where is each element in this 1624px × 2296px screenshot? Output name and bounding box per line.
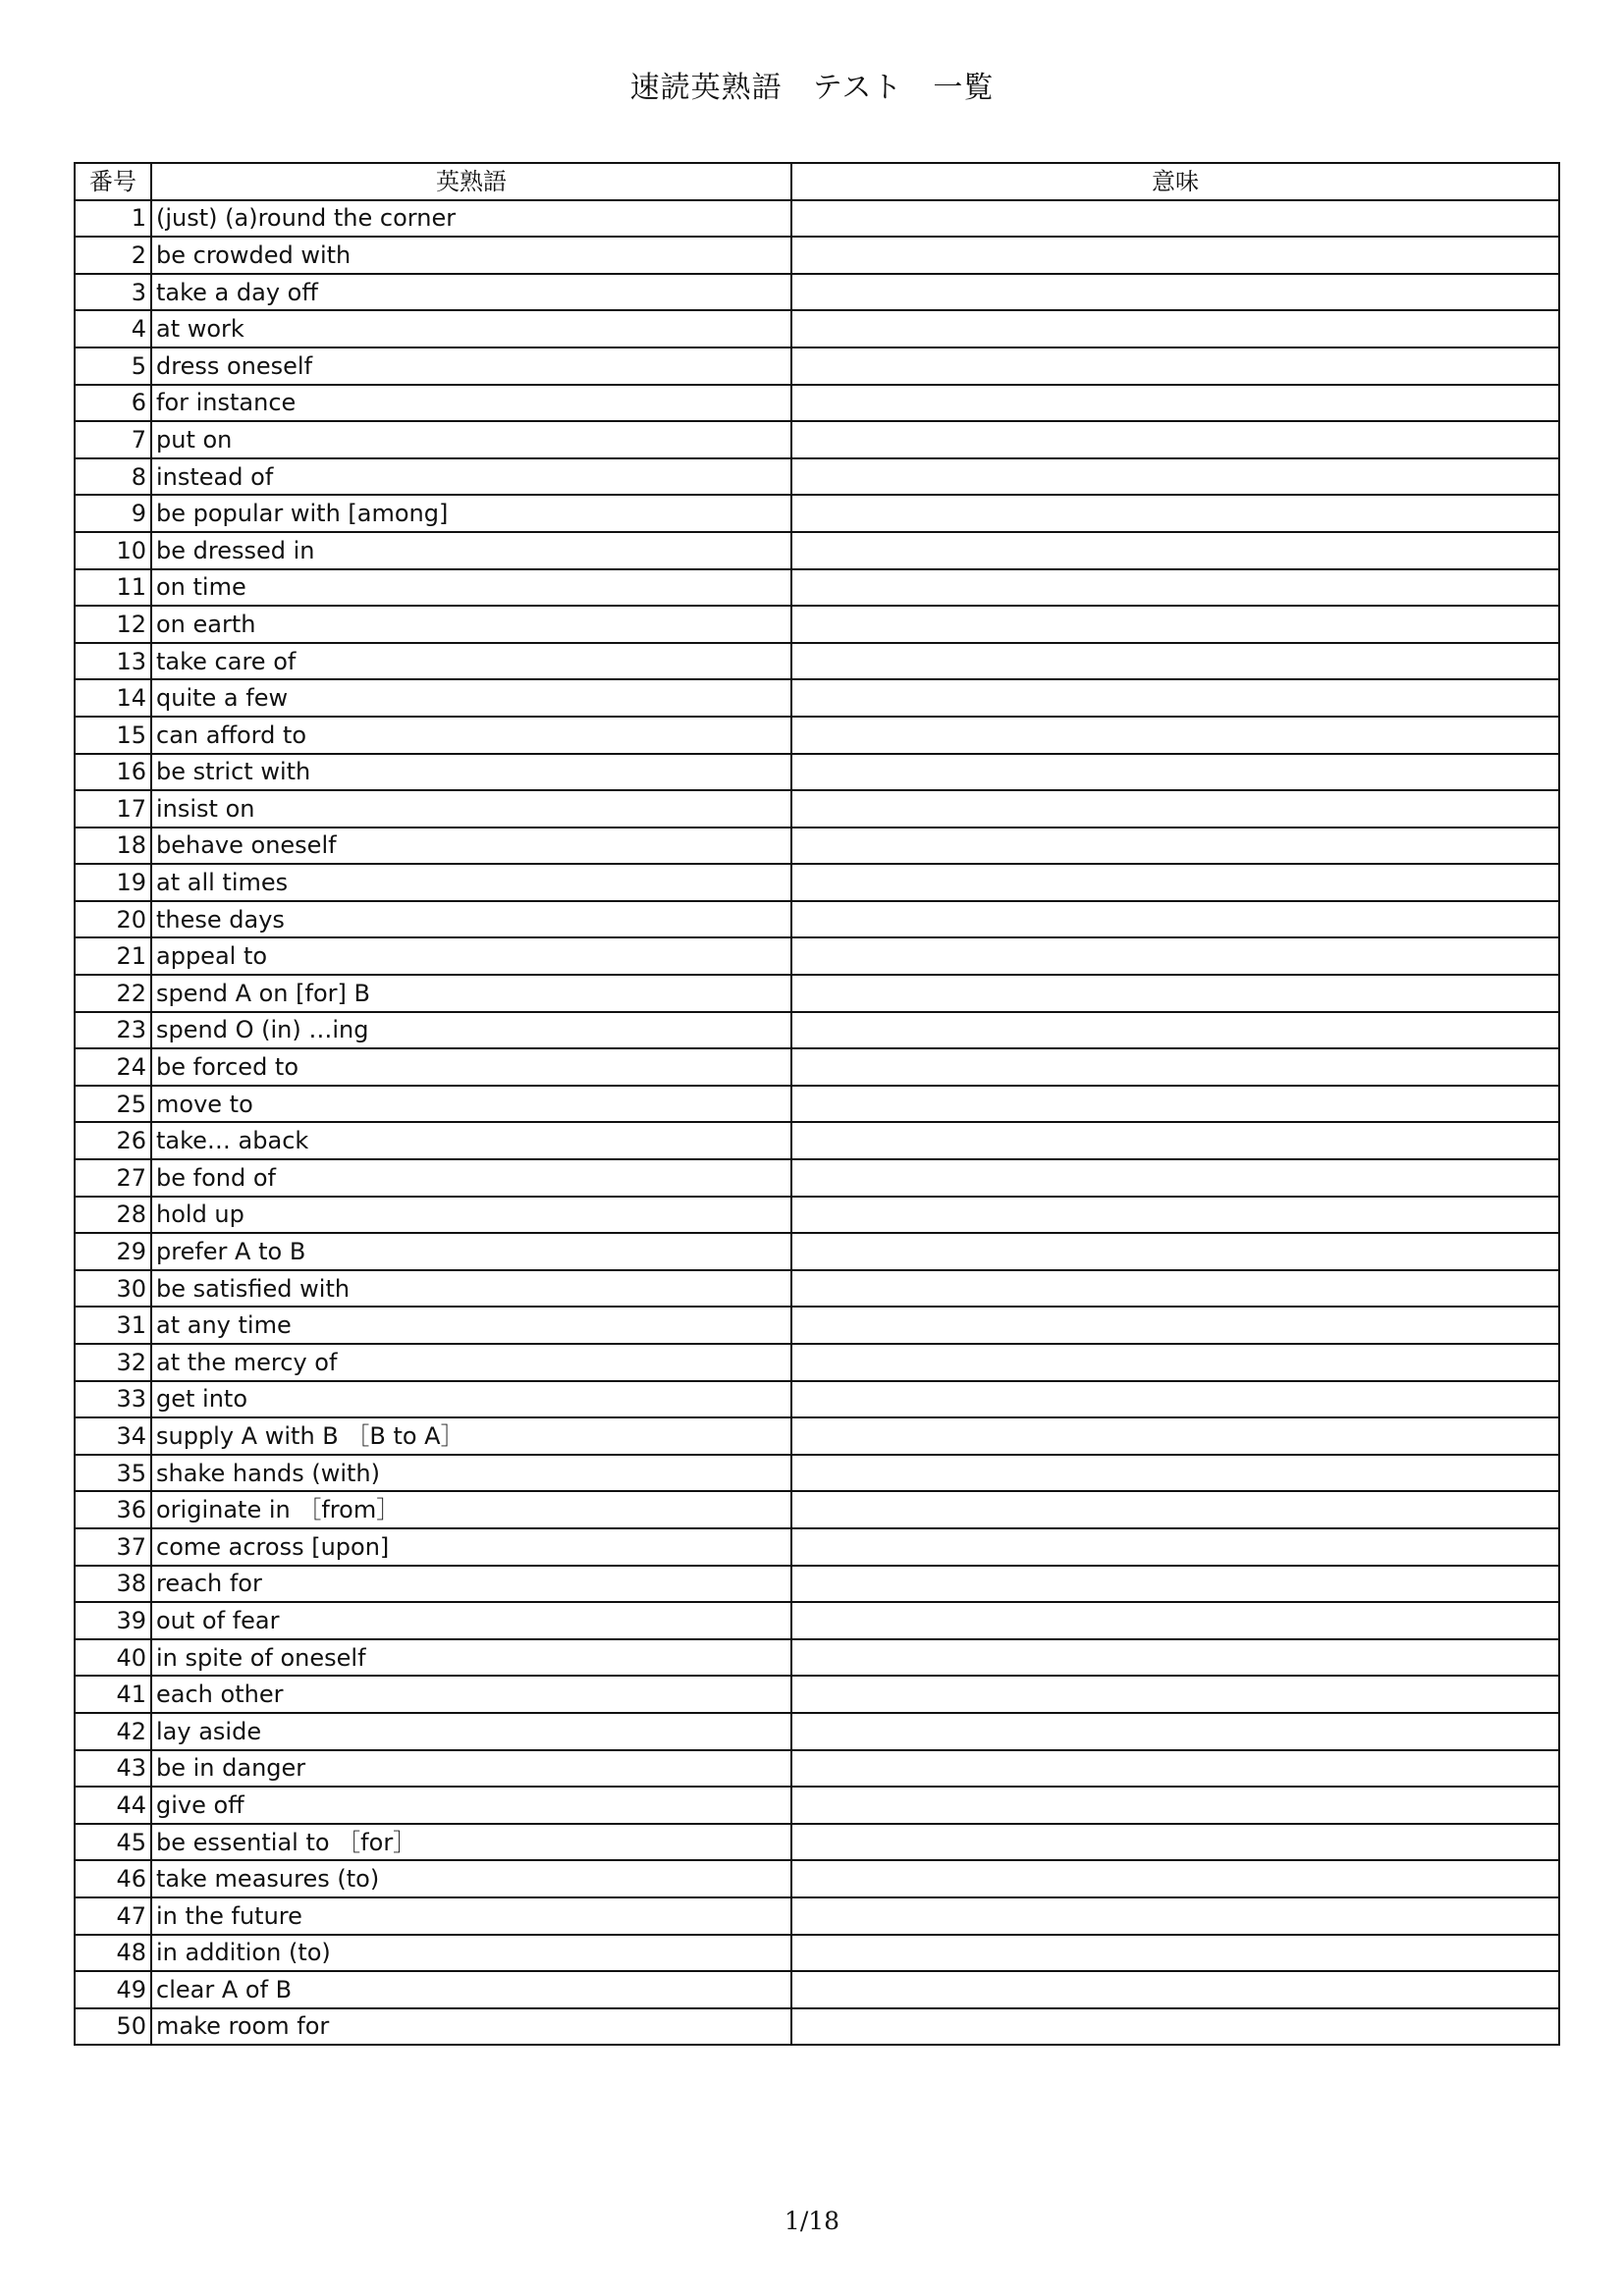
row-phrase: hold up	[151, 1197, 791, 1234]
row-number: 9	[75, 495, 151, 532]
table-row	[75, 1012, 1559, 1049]
row-meaning-cell[interactable]	[791, 421, 1559, 458]
table-row	[75, 1086, 1559, 1123]
table-row	[75, 1971, 1559, 2008]
row-phrase: be dressed in	[151, 532, 791, 569]
row-number: 17	[75, 790, 151, 828]
row-number: 8	[75, 458, 151, 496]
row-phrase: spend A on [for] B	[151, 975, 791, 1012]
table-row	[75, 643, 1559, 680]
table-row	[75, 1417, 1559, 1455]
table-row	[75, 1197, 1559, 1234]
row-meaning-cell[interactable]	[791, 679, 1559, 717]
row-phrase: clear A of B	[151, 1971, 791, 2008]
row-meaning-cell[interactable]	[791, 937, 1559, 975]
table-row	[75, 569, 1559, 607]
row-meaning-cell[interactable]	[791, 1860, 1559, 1897]
row-phrase: reach for	[151, 1566, 791, 1603]
row-meaning-cell[interactable]	[791, 1824, 1559, 1861]
table-row	[75, 937, 1559, 975]
row-phrase: take care of	[151, 643, 791, 680]
table-row	[75, 347, 1559, 385]
row-number: 7	[75, 421, 151, 458]
row-number: 23	[75, 1012, 151, 1049]
row-meaning-cell[interactable]	[791, 1639, 1559, 1677]
row-phrase: originate in ［from］	[151, 1491, 791, 1528]
row-number: 21	[75, 937, 151, 975]
row-phrase: shake hands (with)	[151, 1455, 791, 1492]
table-row	[75, 495, 1559, 532]
row-number: 2	[75, 237, 151, 274]
row-meaning-cell[interactable]	[791, 1197, 1559, 1234]
row-phrase: give off	[151, 1787, 791, 1824]
row-phrase: at work	[151, 310, 791, 347]
row-meaning-cell[interactable]	[791, 1344, 1559, 1381]
page-number: 1/18	[784, 2207, 840, 2235]
row-meaning-cell[interactable]	[791, 1750, 1559, 1788]
table-row	[75, 1455, 1559, 1492]
row-meaning-cell[interactable]	[791, 1897, 1559, 1935]
row-meaning-cell[interactable]	[791, 1270, 1559, 1308]
row-number: 18	[75, 828, 151, 865]
row-number: 3	[75, 274, 151, 311]
row-number: 31	[75, 1307, 151, 1344]
table-row	[75, 864, 1559, 901]
row-number: 37	[75, 1528, 151, 1566]
row-meaning-cell[interactable]	[791, 1159, 1559, 1197]
row-number: 44	[75, 1787, 151, 1824]
table-row	[75, 1897, 1559, 1935]
row-number: 11	[75, 569, 151, 607]
row-number: 6	[75, 385, 151, 422]
row-meaning-cell[interactable]	[791, 310, 1559, 347]
row-phrase: at all times	[151, 864, 791, 901]
table-row	[75, 1566, 1559, 1603]
row-phrase: be satisfied with	[151, 1270, 791, 1308]
table-row	[75, 1935, 1559, 1972]
row-phrase: take a day off	[151, 274, 791, 311]
table-row	[75, 385, 1559, 422]
table-row	[75, 1860, 1559, 1897]
table-row	[75, 2008, 1559, 2046]
row-number: 39	[75, 1602, 151, 1639]
row-number: 46	[75, 1860, 151, 1897]
row-meaning-cell[interactable]	[791, 200, 1559, 238]
row-number: 4	[75, 310, 151, 347]
table-row	[75, 975, 1559, 1012]
row-number: 43	[75, 1750, 151, 1788]
table-row	[75, 310, 1559, 347]
row-phrase: lay aside	[151, 1713, 791, 1750]
row-phrase: prefer A to B	[151, 1233, 791, 1270]
table-row	[75, 1602, 1559, 1639]
row-number: 12	[75, 606, 151, 643]
row-meaning-cell[interactable]	[791, 1491, 1559, 1528]
table-row	[75, 532, 1559, 569]
row-phrase: out of fear	[151, 1602, 791, 1639]
table-row	[75, 1307, 1559, 1344]
row-phrase: take… aback	[151, 1122, 791, 1159]
row-phrase: be crowded with	[151, 237, 791, 274]
row-meaning-cell[interactable]	[791, 717, 1559, 754]
table-row	[75, 1713, 1559, 1750]
row-number: 32	[75, 1344, 151, 1381]
row-phrase: be essential to ［for］	[151, 1824, 791, 1861]
row-number: 49	[75, 1971, 151, 2008]
row-phrase: on time	[151, 569, 791, 607]
row-number: 16	[75, 754, 151, 791]
row-meaning-cell[interactable]	[791, 828, 1559, 865]
row-phrase: spend O (in) …ing	[151, 1012, 791, 1049]
row-phrase: come across [upon]	[151, 1528, 791, 1566]
table-row	[75, 421, 1559, 458]
row-meaning-cell[interactable]	[791, 347, 1559, 385]
row-meaning-cell[interactable]	[791, 237, 1559, 274]
vocabulary-table	[74, 162, 1560, 2046]
row-meaning-cell[interactable]	[791, 1455, 1559, 1492]
row-phrase: be strict with	[151, 754, 791, 791]
row-meaning-cell[interactable]	[791, 2008, 1559, 2046]
row-meaning-cell[interactable]	[791, 1528, 1559, 1566]
row-number: 38	[75, 1566, 151, 1603]
row-meaning-cell[interactable]	[791, 1233, 1559, 1270]
row-meaning-cell[interactable]	[791, 569, 1559, 607]
row-number: 28	[75, 1197, 151, 1234]
row-number: 1	[75, 200, 151, 238]
row-meaning-cell[interactable]	[791, 1935, 1559, 1972]
row-number: 33	[75, 1381, 151, 1418]
row-meaning-cell[interactable]	[791, 1566, 1559, 1603]
row-meaning-cell[interactable]	[791, 901, 1559, 938]
table-row	[75, 1048, 1559, 1086]
row-phrase: put on	[151, 421, 791, 458]
row-phrase: insist on	[151, 790, 791, 828]
row-phrase: at any time	[151, 1307, 791, 1344]
row-meaning-cell[interactable]	[791, 1307, 1559, 1344]
table-row	[75, 1159, 1559, 1197]
row-number: 27	[75, 1159, 151, 1197]
row-meaning-cell[interactable]	[791, 1048, 1559, 1086]
row-meaning-cell[interactable]	[791, 385, 1559, 422]
row-number: 40	[75, 1639, 151, 1677]
table-row	[75, 1233, 1559, 1270]
header-phrase: 英熟語	[151, 163, 791, 200]
row-number: 14	[75, 679, 151, 717]
table-row	[75, 237, 1559, 274]
row-number: 26	[75, 1122, 151, 1159]
row-phrase: supply A with B ［B to A］	[151, 1417, 791, 1455]
table-row	[75, 1676, 1559, 1713]
row-meaning-cell[interactable]	[791, 606, 1559, 643]
row-phrase: at the mercy of	[151, 1344, 791, 1381]
row-number: 34	[75, 1417, 151, 1455]
row-phrase: these days	[151, 901, 791, 938]
table-row	[75, 1639, 1559, 1677]
row-phrase: on earth	[151, 606, 791, 643]
row-phrase: dress oneself	[151, 347, 791, 385]
table-row	[75, 790, 1559, 828]
header-number: 番号	[75, 163, 151, 200]
row-phrase: instead of	[151, 458, 791, 496]
row-meaning-cell[interactable]	[791, 532, 1559, 569]
row-meaning-cell[interactable]	[791, 1012, 1559, 1049]
row-meaning-cell[interactable]	[791, 1787, 1559, 1824]
table-row	[75, 1750, 1559, 1788]
row-meaning-cell[interactable]	[791, 1086, 1559, 1123]
table-header-row	[75, 163, 1559, 200]
header-meaning: 意味	[791, 163, 1559, 200]
row-number: 50	[75, 2008, 151, 2046]
row-meaning-cell[interactable]	[791, 495, 1559, 532]
table-row	[75, 754, 1559, 791]
row-number: 45	[75, 1824, 151, 1861]
table-row	[75, 1344, 1559, 1381]
row-meaning-cell[interactable]	[791, 1713, 1559, 1750]
row-number: 29	[75, 1233, 151, 1270]
row-number: 30	[75, 1270, 151, 1308]
table-row	[75, 1381, 1559, 1418]
row-meaning-cell[interactable]	[791, 1122, 1559, 1159]
table-row	[75, 458, 1559, 496]
row-number: 25	[75, 1086, 151, 1123]
row-meaning-cell[interactable]	[791, 1381, 1559, 1418]
row-number: 36	[75, 1491, 151, 1528]
row-phrase: move to	[151, 1086, 791, 1123]
row-phrase: in the future	[151, 1897, 791, 1935]
row-number: 10	[75, 532, 151, 569]
row-phrase: appeal to	[151, 937, 791, 975]
row-number: 35	[75, 1455, 151, 1492]
row-number: 22	[75, 975, 151, 1012]
row-phrase: make room for	[151, 2008, 791, 2046]
row-meaning-cell[interactable]	[791, 274, 1559, 311]
row-phrase: (just) (a)round the corner	[151, 200, 791, 238]
row-phrase: for instance	[151, 385, 791, 422]
row-number: 47	[75, 1897, 151, 1935]
page-title: 速読英熟語 テスト 一覧	[629, 71, 995, 105]
row-number: 20	[75, 901, 151, 938]
row-phrase: behave oneself	[151, 828, 791, 865]
row-meaning-cell[interactable]	[791, 1971, 1559, 2008]
table-row	[75, 1824, 1559, 1861]
row-phrase: can afford to	[151, 717, 791, 754]
row-number: 41	[75, 1676, 151, 1713]
row-phrase: be in danger	[151, 1750, 791, 1788]
row-number: 15	[75, 717, 151, 754]
row-meaning-cell[interactable]	[791, 643, 1559, 680]
table-row	[75, 1528, 1559, 1566]
row-number: 13	[75, 643, 151, 680]
table-row	[75, 1270, 1559, 1308]
row-meaning-cell[interactable]	[791, 864, 1559, 901]
table-row	[75, 717, 1559, 754]
row-meaning-cell[interactable]	[791, 975, 1559, 1012]
row-phrase: each other	[151, 1676, 791, 1713]
row-phrase: get into	[151, 1381, 791, 1418]
table-row	[75, 1787, 1559, 1824]
table-row	[75, 200, 1559, 238]
table-body	[75, 200, 1559, 2046]
row-phrase: be popular with [among]	[151, 495, 791, 532]
row-meaning-cell[interactable]	[791, 1602, 1559, 1639]
row-meaning-cell[interactable]	[791, 458, 1559, 496]
row-number: 24	[75, 1048, 151, 1086]
row-phrase: be fond of	[151, 1159, 791, 1197]
table-row	[75, 679, 1559, 717]
table-row	[75, 606, 1559, 643]
row-number: 5	[75, 347, 151, 385]
row-meaning-cell[interactable]	[791, 790, 1559, 828]
row-phrase: in spite of oneself	[151, 1639, 791, 1677]
row-phrase: take measures (to)	[151, 1860, 791, 1897]
row-meaning-cell[interactable]	[791, 754, 1559, 791]
row-number: 42	[75, 1713, 151, 1750]
table-row	[75, 1122, 1559, 1159]
row-phrase: be forced to	[151, 1048, 791, 1086]
table-row	[75, 901, 1559, 938]
table-row	[75, 1491, 1559, 1528]
row-phrase: in addition (to)	[151, 1935, 791, 1972]
row-number: 48	[75, 1935, 151, 1972]
table-row	[75, 274, 1559, 311]
row-number: 19	[75, 864, 151, 901]
row-meaning-cell[interactable]	[791, 1417, 1559, 1455]
row-meaning-cell[interactable]	[791, 1676, 1559, 1713]
table-row	[75, 828, 1559, 865]
row-phrase: quite a few	[151, 679, 791, 717]
